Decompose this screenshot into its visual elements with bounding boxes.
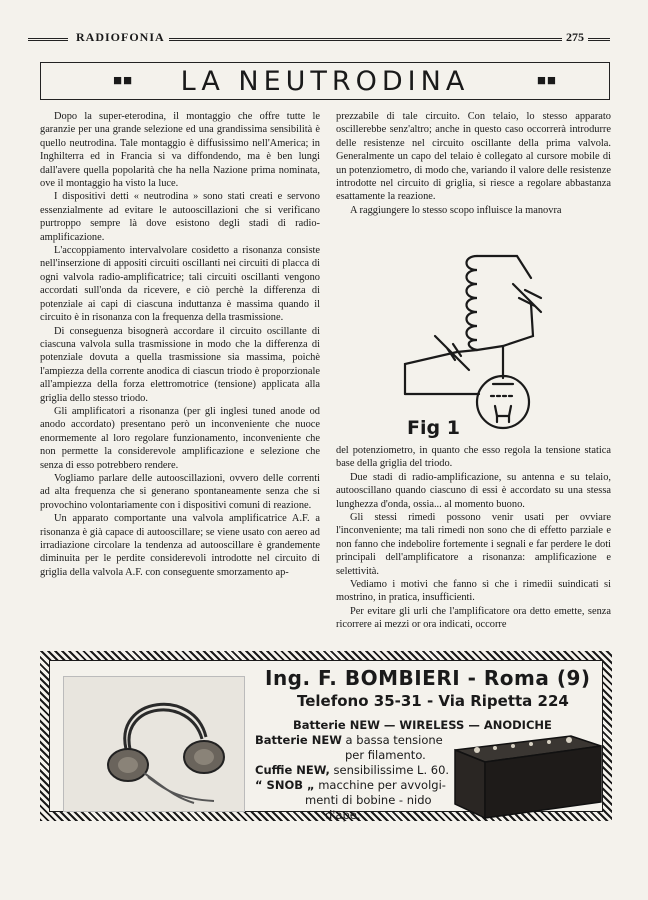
ad-line-snob-text: macchine per avvolgi- <box>314 778 446 792</box>
paragraph: Gli stessi rimedi possono venir usati per ovviare l'inconveniente; ma tali rimedi non sono che di effetto parziale e non fanno che indebolire fortemente i segnali e far perdere le doti principali dell'amplificatore a risonanza: amplificazione e selettività. <box>336 512 611 577</box>
left-column <box>40 110 320 579</box>
circuit-diagram <box>385 238 555 438</box>
page-number: 275 <box>562 30 588 45</box>
ad-company-name: Ing. F. BOMBIERI - Roma (9) <box>265 666 591 690</box>
inductor-coil <box>467 256 478 350</box>
ad-line-ape: d'ape. <box>325 808 361 822</box>
ad-line-filament: per filamento. <box>345 748 426 762</box>
tube-filament <box>495 406 511 416</box>
header-rule-middle <box>158 38 574 41</box>
ad-line-batteries: Batterie NEW — WIRELESS — ANODICHE <box>293 718 552 732</box>
paragraph: Gli amplificatori a risonanza (per gli inglesi tuned anode od anodo accordato) presentano però un inconveniente che nuoce enormemente al loro regolare funzionamento, inconveniente che non permette la considerevole amplificazione e selezione che senza di esso potrebbero rendere. <box>40 405 320 471</box>
ad-line-headphones-text: sensibilissime L. 60. <box>329 763 450 777</box>
ad-line-low-voltage <box>255 733 443 747</box>
ad-line-headphones <box>255 763 449 777</box>
paragraph: del potenziometro, in quanto che esso regola la tensione statica base della griglia del triodo. <box>336 445 611 470</box>
paragraph: Vediamo i motivi che fanno sì che i rimedii suindicati si mostrino, in pratica, insufficienti. <box>336 579 611 604</box>
wire-grid <box>405 350 477 394</box>
article-title-box <box>40 62 610 100</box>
advertisement <box>40 651 612 821</box>
title-ornament-right: ■■ <box>536 73 557 89</box>
ad-line-snob-brand: “ SNOB „ <box>255 778 315 792</box>
paragraph: Dopo la super-eterodina, il montaggio che offre tutte le garanzie per una grande selezione ed una grandissima sensibilità è quello neutrodina. Tale montaggio è diffusissimo nell'America; in Inghilterra ed in Francia si va diffondendo, ma è ben lungi dall'avere quella popolarità che ha nella Nazione prima nominata, ove il montaggio ha visto la luce. <box>40 111 320 190</box>
ad-line-low-voltage-brand: Batterie NEW <box>255 733 342 747</box>
ad-line-snob <box>255 778 446 792</box>
wire-right <box>477 304 533 350</box>
paragraph: Un apparato comportante una valvola amplificatrice A.F. a risonanza è già capace di autooscillare; se viene usato con aereo ad irradiazione circolare la tendenza ad autooscillare è grandemente diminuita per le perdite considerevoli introdotte nel circuito di griglia della valvola A.F. con conseguente smorzamento ap- <box>40 513 320 578</box>
headphones-icon <box>64 677 244 811</box>
paragraph: L'accoppiamento intervalvolare cosidetto a risonanza consiste nell'inserzione di appositi circuiti oscillanti nei circuiti di placca di ogni valvola radio-amplificatrice; tali circuiti oscillanti vengono accordati sull'onda da ricevere, e ciò perchè la differenza di potenziale ai capi di ciascuna induttanza è massima quando il circuito è in risonanza con la frequenza della trasmissione. <box>40 245 320 324</box>
paragraph: Per evitare gli urli che l'amplificatore ora detto emette, senza ricorrere ai mezzi or ora indicati, occorre <box>336 605 611 631</box>
paragraph: Di conseguenza bisognerà accordare il circuito oscillante di ciascuna valvola sulla trasmissione in modo che la differenza di potenziale dovuta a quella trasmissione sia massima, poichè l'ampiezza della corrente anodica di ciascun triodo è proporzionale all'ampiezza della forza elettromotrice (tensione) applicata alla griglia dello stesso triodo. <box>40 325 320 404</box>
battery-icon <box>451 728 603 820</box>
paragraph: prezzabile di tale circuito. Con telaio, lo stesso apparato oscillerebbe senz'altro; anche in questo caso occorrerà introdurre delle resistenze nel circuito oscillante della prima valvola. Generalmente un capo del telaio è collegato al cursore mobile di un potenziometro, di modo che, variando il valore delle resistenze introdotte nel circuito di griglia, si riesce a regolare abbastanza esattamente la reazione. <box>336 111 611 203</box>
ad-line-headphones-brand: Cuffie NEW, <box>255 763 330 777</box>
battery-image <box>451 728 603 820</box>
section-title: RADIOFONIA <box>72 30 169 45</box>
header-rule-right <box>588 38 610 41</box>
right-column-bottom <box>336 444 611 632</box>
paragraph: A raggiungere lo stesso scopo influisce la manovra <box>350 204 562 216</box>
ad-line-low-voltage-text: a bassa tensione <box>341 733 443 747</box>
paragraph: I dispositivi detti « neutrodina » sono stati creati e servono essenzialmente ad evitare le autooscillazioni che si verificano purtroppo sempre là dove esistono degli stadi di radio-amplificazione. <box>40 191 320 243</box>
paragraph: Due stadi di radio-amplificazione, su antenna e su telaio, autooscillano quando ciascuno di essi è accordato su una stessa lunghezza d'onda, ossia... al momento buono. <box>336 471 611 510</box>
headphones-image <box>63 676 245 812</box>
figure-caption: Fig 1 <box>407 417 460 438</box>
ad-line-coils: menti di bobine - nido <box>305 793 432 807</box>
header-rule-left <box>28 38 68 41</box>
paragraph: Vogliamo parlare delle autooscillazioni, ovvero delle correnti ad alta frequenza che si generano spontaneamente senza che si provochino volontariamente con i dispositivi comuni di reazione. <box>40 472 320 511</box>
article-title: LA NEUTRODINA <box>180 66 470 97</box>
title-ornament-left: ■■ <box>113 73 134 89</box>
variable-capacitor-right <box>513 284 541 312</box>
right-column-top <box>336 110 611 217</box>
ad-phone-address: Telefono 35-31 - Via Ripetta 224 <box>297 692 569 710</box>
circuit-diagram-svg <box>385 238 555 438</box>
running-header <box>28 30 610 48</box>
wire-top <box>477 256 531 278</box>
